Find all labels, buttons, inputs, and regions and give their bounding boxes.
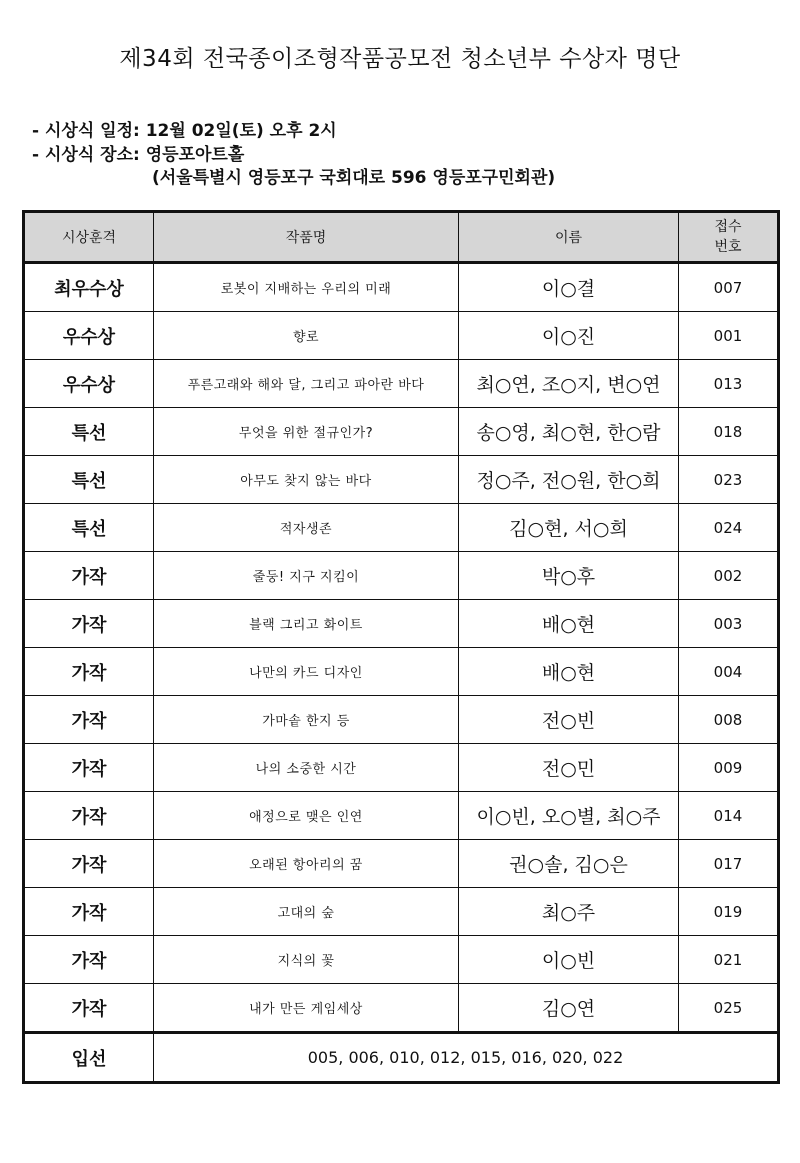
table-row <box>24 408 779 456</box>
table-row <box>24 984 779 1033</box>
cell-name: 이○진 <box>459 312 679 360</box>
table-row <box>24 504 779 552</box>
cell-number: 009 <box>679 744 779 792</box>
cell-work: 고대의 숲 <box>154 888 459 936</box>
table-row <box>24 888 779 936</box>
cell-work: 나만의 카드 디자인 <box>154 648 459 696</box>
cell-grade: 우수상 <box>24 312 154 360</box>
cell-name: 김○현, 서○희 <box>459 504 679 552</box>
cell-work: 오래된 항아리의 꿈 <box>154 840 459 888</box>
award-rows <box>24 263 779 1033</box>
cell-number: 024 <box>679 504 779 552</box>
table-row <box>24 263 779 312</box>
cell-number: 003 <box>679 600 779 648</box>
cell-name: 배○현 <box>459 600 679 648</box>
cell-number: 014 <box>679 792 779 840</box>
header-number-line1: 접수 <box>714 219 742 235</box>
cell-name: 이○결 <box>459 263 679 312</box>
cell-grade: 가작 <box>24 792 154 840</box>
cell-work: 내가 만든 게임세상 <box>154 984 459 1033</box>
ceremony-place: - 시상식 장소: 영등포아트홀 <box>32 145 245 165</box>
cell-work: 나의 소중한 시간 <box>154 744 459 792</box>
cell-work: 블랙 그리고 화이트 <box>154 600 459 648</box>
cell-grade: 가작 <box>24 600 154 648</box>
cell-name: 송○영, 최○현, 한○람 <box>459 408 679 456</box>
cell-name: 이○빈, 오○별, 최○주 <box>459 792 679 840</box>
cell-grade: 가작 <box>24 984 154 1033</box>
cell-grade: 특선 <box>24 456 154 504</box>
cell-work: 적자생존 <box>154 504 459 552</box>
cell-work: 향로 <box>154 312 459 360</box>
cell-number: 004 <box>679 648 779 696</box>
table-row <box>24 744 779 792</box>
cell-number: 021 <box>679 936 779 984</box>
cell-number: 001 <box>679 312 779 360</box>
cell-number: 018 <box>679 408 779 456</box>
cell-grade: 가작 <box>24 552 154 600</box>
final-row <box>24 1033 779 1083</box>
cell-number: 002 <box>679 552 779 600</box>
table-row <box>24 696 779 744</box>
cell-work: 아무도 찾지 않는 바다 <box>154 456 459 504</box>
cell-grade: 특선 <box>24 504 154 552</box>
cell-work: 줄둥! 지구 지킴이 <box>154 552 459 600</box>
cell-number: 025 <box>679 984 779 1033</box>
award-table <box>22 210 780 1084</box>
ceremony-address: (서울특별시 영등포구 국회대로 596 영등포구민회관) <box>152 168 556 188</box>
cell-work: 애정으로 맺은 인연 <box>154 792 459 840</box>
cell-number: 017 <box>679 840 779 888</box>
cell-grade: 최우수상 <box>24 263 154 312</box>
table-row <box>24 936 779 984</box>
table-row <box>24 840 779 888</box>
cell-name: 최○주 <box>459 888 679 936</box>
header-number-line2: 번호 <box>714 239 742 255</box>
header-work: 작품명 <box>154 212 459 263</box>
cell-name: 김○연 <box>459 984 679 1033</box>
cell-grade: 가작 <box>24 648 154 696</box>
cell-grade: 가작 <box>24 888 154 936</box>
cell-grade: 가작 <box>24 936 154 984</box>
cell-number: 007 <box>679 263 779 312</box>
cell-number: 008 <box>679 696 779 744</box>
table-row <box>24 360 779 408</box>
cell-work: 지식의 꽃 <box>154 936 459 984</box>
final-numbers: 005, 006, 010, 012, 015, 016, 020, 022 <box>154 1033 779 1083</box>
cell-name: 이○빈 <box>459 936 679 984</box>
table-row <box>24 792 779 840</box>
cell-name: 권○솔, 김○은 <box>459 840 679 888</box>
cell-grade: 가작 <box>24 840 154 888</box>
cell-name: 전○빈 <box>459 696 679 744</box>
cell-work: 무엇을 위한 절규인가? <box>154 408 459 456</box>
cell-grade: 특선 <box>24 408 154 456</box>
cell-grade: 우수상 <box>24 360 154 408</box>
final-grade: 입선 <box>24 1033 154 1083</box>
cell-grade: 가작 <box>24 696 154 744</box>
cell-number: 019 <box>679 888 779 936</box>
header-number <box>679 212 779 263</box>
table-header-row <box>24 212 779 263</box>
page-title: 제34회 전국종이조형작품공모전 청소년부 수상자 명단 <box>119 46 681 72</box>
ceremony-date: - 시상식 일정: 12월 02일(토) 오후 2시 <box>32 121 337 141</box>
cell-grade: 가작 <box>24 744 154 792</box>
cell-name: 정○주, 전○원, 한○희 <box>459 456 679 504</box>
cell-name: 전○민 <box>459 744 679 792</box>
table-row <box>24 552 779 600</box>
table-row <box>24 456 779 504</box>
cell-number: 023 <box>679 456 779 504</box>
table-row <box>24 648 779 696</box>
cell-name: 배○현 <box>459 648 679 696</box>
table-row <box>24 600 779 648</box>
cell-number: 013 <box>679 360 779 408</box>
cell-name: 최○연, 조○지, 변○연 <box>459 360 679 408</box>
table-row <box>24 312 779 360</box>
header-grade: 시상훈격 <box>24 212 154 263</box>
header-name: 이름 <box>459 212 679 263</box>
cell-name: 박○후 <box>459 552 679 600</box>
cell-work: 로봇이 지배하는 우리의 미래 <box>154 263 459 312</box>
cell-work: 푸른고래와 해와 달, 그리고 파아란 바다 <box>154 360 459 408</box>
cell-work: 가마솥 한지 등 <box>154 696 459 744</box>
